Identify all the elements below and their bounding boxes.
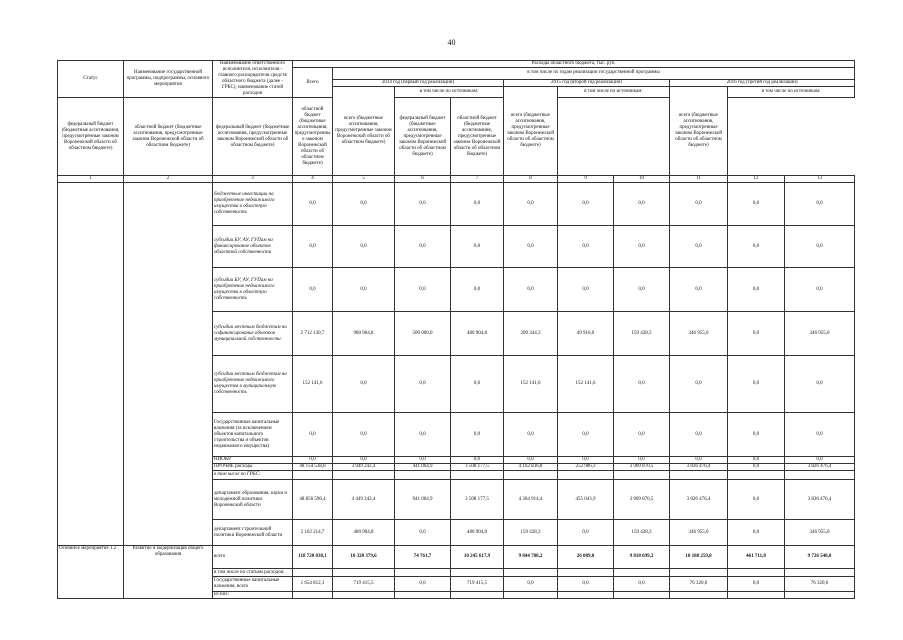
cell-value: 0,0 xyxy=(504,183,558,226)
column-number: 11 xyxy=(670,176,728,183)
cell-total: 0,0 xyxy=(293,268,333,312)
header-by-years: в том числе по годам реализации государственной программы xyxy=(333,68,855,80)
cell-value: 0,0 xyxy=(670,356,728,413)
row-label: Государственные капитальные вложения (за исключением объектов капитального строительства и объектов недвижимого имущества) xyxy=(213,413,293,457)
cell-value: 441 064,9 xyxy=(395,464,451,471)
cell-value: 346 955,0 xyxy=(670,312,728,356)
cell-total: 0,0 xyxy=(293,457,333,464)
cell-value: 0,0 xyxy=(728,413,785,457)
cell-value: 0,0 xyxy=(728,577,785,592)
cell-value: 0,0 xyxy=(614,183,670,226)
header-sources-2016: в том числе по источникам: xyxy=(728,86,855,98)
cell-value: 0,0 xyxy=(785,183,855,226)
header-year-2015: 2015 год (второй год реализации) xyxy=(504,79,670,86)
cell-value xyxy=(558,471,614,480)
column-number: 12 xyxy=(728,176,785,183)
row-label: субсидии БУ, АУ, ГУПам на финансирование объектов областной собственности xyxy=(213,226,293,268)
cell-value: 461 711,8 xyxy=(728,546,785,569)
cell-value: 4 449 242,4 xyxy=(333,480,395,520)
cell-value: 980 904,8 xyxy=(333,312,395,356)
row-label: Государственные капитальные вложения, всего xyxy=(213,577,293,592)
cell-value: 159 428,3 xyxy=(614,520,670,546)
header-regional-2014: областной бюджет (бюджетные ассигнования, предусмотренные законом Воронежской области об областном бюджете) xyxy=(124,98,213,176)
cell-value: 0,0 xyxy=(504,226,558,268)
cell-value xyxy=(395,569,451,577)
cell-value xyxy=(504,471,558,480)
row-label: бюджетные инвестиции на приобретение недвижимого имущества в областную собственность xyxy=(213,183,293,226)
cell-value: 152 141,6 xyxy=(558,356,614,413)
cell-value: 0,0 xyxy=(670,268,728,312)
cell-value: 0,0 xyxy=(333,457,395,464)
column-number: 5 xyxy=(333,176,395,183)
cell-value: 10 245 617,9 xyxy=(451,546,504,569)
cell-value: 346 955,0 xyxy=(785,520,855,546)
column-number: 2 xyxy=(124,176,213,183)
cell-value: 4 364 914,4 xyxy=(504,480,558,520)
cell-value xyxy=(728,471,785,480)
header-year-2016: 2016 год (третий год реализации) xyxy=(670,79,855,86)
cell-value: 0,0 xyxy=(558,268,614,312)
column-number: 6 xyxy=(395,176,451,183)
row-label: департамент строительной политики Воронежской области xyxy=(213,520,293,546)
cell-value xyxy=(395,471,451,480)
cell-total: 0,0 xyxy=(293,226,333,268)
cell-value: 0,0 xyxy=(395,413,451,457)
row-label: субсидии местным бюджетам на приобретение недвижимого имущества в муниципальную собственность xyxy=(213,356,293,413)
cell-value xyxy=(785,569,855,577)
cell-value: 0,0 xyxy=(558,457,614,464)
cell-total: 48 856 596,4 xyxy=(293,480,333,520)
column-number: 7 xyxy=(451,176,504,183)
cell-value: 0,0 xyxy=(670,413,728,457)
cell-value: 3 508 177,5 xyxy=(451,480,504,520)
cell-value: 3 909 870,5 xyxy=(614,480,670,520)
cell-value: 0,0 xyxy=(614,577,670,592)
cell-value: 0,0 xyxy=(728,464,785,471)
cell-value: 0,0 xyxy=(558,413,614,457)
cell-value: 0,0 xyxy=(558,183,614,226)
event-status: Основное мероприятие 1.2 xyxy=(58,546,124,599)
cell-value: 0,0 xyxy=(395,577,451,592)
header-executor: Наименование ответственного исполнителя, исполнителя - главного распорядителя средств областного бюджета (далее - ГРБС), наименование статей расходов xyxy=(213,61,293,98)
column-number: 13 xyxy=(785,176,855,183)
cell-value: 0,0 xyxy=(451,457,504,464)
cell-value xyxy=(670,569,728,577)
cell-value: 480 904,8 xyxy=(451,312,504,356)
cell-value: 480 904,8 xyxy=(333,520,395,546)
cell-value: 0,0 xyxy=(451,268,504,312)
cell-value: 3 826 476,4 xyxy=(785,464,855,471)
row-label: из них: xyxy=(213,592,293,599)
cell-value xyxy=(333,569,395,577)
cell-value xyxy=(504,592,558,599)
cell-value: 719 415,5 xyxy=(333,577,395,592)
cell-value: 0,0 xyxy=(558,226,614,268)
cell-value: 10 188 259,8 xyxy=(670,546,728,569)
cell-total: 48 154 538,8 xyxy=(293,464,333,471)
column-numbers-row xyxy=(58,176,855,183)
cell-value: 3 826 476,4 xyxy=(785,480,855,520)
cell-value: 0,0 xyxy=(395,183,451,226)
cell-value: 0,0 xyxy=(728,457,785,464)
cell-value xyxy=(670,471,728,480)
cell-total xyxy=(293,592,333,599)
row-label: НИОКР xyxy=(213,457,293,464)
header-all-2015: всего (бюджетные ассигнования, предусмотренные законом Воронежской области об областном бюджете) xyxy=(504,86,558,176)
cell-value: 0,0 xyxy=(728,183,785,226)
column-number: 8 xyxy=(504,176,558,183)
row-label: департамент образования, науки и молодежной политики Воронежской области xyxy=(213,480,293,520)
cell-value: 9 726 548,0 xyxy=(785,546,855,569)
cell-value xyxy=(670,592,728,599)
cell-value: 0,0 xyxy=(504,577,558,592)
cell-value xyxy=(728,592,785,599)
cell-value xyxy=(451,592,504,599)
header-sources-2014: в том числе по источникам: xyxy=(395,86,504,98)
cell-value: 455 043,9 xyxy=(558,480,614,520)
status-cell-empty xyxy=(58,183,124,546)
cell-value: 0,0 xyxy=(728,480,785,520)
budget-table xyxy=(57,60,855,599)
cell-value: 0,0 xyxy=(558,577,614,592)
header-expenses: Расходы областного бюджета, тыс. руб. xyxy=(293,61,855,68)
cell-value: 0,0 xyxy=(728,226,785,268)
cell-value: 0,0 xyxy=(728,356,785,413)
cell-value xyxy=(333,592,395,599)
cell-value: 500 000,0 xyxy=(395,312,451,356)
cell-value: 0,0 xyxy=(451,183,504,226)
cell-value xyxy=(504,569,558,577)
cell-value: 0,0 xyxy=(395,226,451,268)
cell-value: 0,0 xyxy=(728,520,785,546)
cell-value: 0,0 xyxy=(785,457,855,464)
cell-value xyxy=(785,471,855,480)
cell-value xyxy=(614,471,670,480)
row-label: субсидии БУ, АУ, ГУПам на приобретение недвижимого имущества в областную собственность xyxy=(213,268,293,312)
cell-value xyxy=(614,569,670,577)
header-all-2014: всего (бюджетные ассигнования, предусмотренные законом Воронежской области об областном бюджете) xyxy=(333,86,395,176)
cell-value: 941 064,9 xyxy=(395,480,451,520)
row-label: всего xyxy=(213,546,293,569)
cell-value: 3 508 177,5 xyxy=(451,464,504,471)
cell-value: 0,0 xyxy=(670,457,728,464)
cell-value xyxy=(785,592,855,599)
cell-total: 118 720 038,1 xyxy=(293,546,333,569)
cell-total: 0,0 xyxy=(293,183,333,226)
cell-value: 0,0 xyxy=(614,226,670,268)
cell-value: 3 826 476,4 xyxy=(670,464,728,471)
cell-value xyxy=(333,471,395,480)
cell-value: 0,0 xyxy=(670,226,728,268)
page-number: 40 xyxy=(447,38,456,47)
header-regional-2016: областной бюджет (бюджетные ассигнования, предусмотренные законом Воронежской области об областном бюджете) xyxy=(451,98,504,176)
header-year-2014: 2014 год (первый год реализации) xyxy=(333,79,504,86)
cell-value: 3 909 870,5 xyxy=(614,464,670,471)
cell-value: 0,0 xyxy=(670,183,728,226)
cell-value: 49 916,0 xyxy=(558,312,614,356)
cell-value: 0,0 xyxy=(728,268,785,312)
cell-value xyxy=(614,592,670,599)
cell-value xyxy=(558,569,614,577)
cell-value: 9 818 699,2 xyxy=(614,546,670,569)
header-sources-2015: в том числе по источникам: xyxy=(558,86,670,98)
cell-value: 0,0 xyxy=(785,268,855,312)
cell-value: 0,0 xyxy=(785,356,855,413)
cell-value: 209 344,3 xyxy=(504,312,558,356)
cell-total: 1 654 812,3 xyxy=(293,577,333,592)
cell-value: 0,0 xyxy=(333,226,395,268)
column-number: 1 xyxy=(58,176,124,183)
cell-value xyxy=(451,471,504,480)
cell-value xyxy=(558,592,614,599)
cell-value: 0,0 xyxy=(395,520,451,546)
cell-value: 9 844 788,2 xyxy=(504,546,558,569)
cell-value: 3 826 476,4 xyxy=(670,480,728,520)
header-program: Наименование государственной программы, подпрограммы, основного мероприятия xyxy=(124,61,213,98)
cell-value: 0,0 xyxy=(451,356,504,413)
cell-value: 10 320 379,6 xyxy=(333,546,395,569)
cell-value xyxy=(728,569,785,577)
cell-value: 4 162 836,8 xyxy=(504,464,558,471)
cell-value: 0,0 xyxy=(333,268,395,312)
header-regional-2015: областной бюджет (бюджетные ассигнования, предусмотренные законом Воронежской области об областном бюджете) xyxy=(293,98,333,176)
cell-value: 0,0 xyxy=(614,268,670,312)
cell-value xyxy=(451,569,504,577)
cell-value: 0,0 xyxy=(333,413,395,457)
table-row xyxy=(58,183,855,226)
cell-value: 0,0 xyxy=(395,457,451,464)
cell-value: 159 428,3 xyxy=(614,312,670,356)
cell-value: 0,0 xyxy=(395,356,451,413)
cell-total: 2 712 130,7 xyxy=(293,312,333,356)
header-total: Всего xyxy=(293,68,333,98)
program-cell-empty xyxy=(124,183,213,546)
cell-value: 26 089,0 xyxy=(558,546,614,569)
cell-value: 0,0 xyxy=(451,413,504,457)
cell-value: 0,0 xyxy=(558,520,614,546)
cell-value: 252 986,3 xyxy=(558,464,614,471)
cell-value: 0,0 xyxy=(395,268,451,312)
cell-total: 152 141,6 xyxy=(293,356,333,413)
row-label: ПРОЧИЕ расходы xyxy=(213,464,293,471)
cell-value: 0,0 xyxy=(333,183,395,226)
cell-value: 480 904,8 xyxy=(451,520,504,546)
cell-total: 0,0 xyxy=(293,413,333,457)
row-label: в том числе по статьям расходов: xyxy=(213,569,293,577)
cell-value: 0,0 xyxy=(614,457,670,464)
cell-value: 74 761,7 xyxy=(395,546,451,569)
cell-value: 346 955,0 xyxy=(670,520,728,546)
column-number: 3 xyxy=(213,176,293,183)
row-label: в том числе по ГРБС: xyxy=(213,471,293,480)
cell-value: 0,0 xyxy=(728,312,785,356)
cell-value: 76 320,6 xyxy=(785,577,855,592)
cell-value xyxy=(395,592,451,599)
row-label: субсидии местным бюджетам на софинансирование объектов муниципальной собственности xyxy=(213,312,293,356)
header-federal-2014: федеральный бюджет (бюджетные ассигнования, предусмотренные законом Воронежской области об областном бюджете) xyxy=(58,98,124,176)
cell-value: 0,0 xyxy=(504,268,558,312)
table-row xyxy=(58,546,855,569)
cell-value: 0,0 xyxy=(785,413,855,457)
cell-value: 0,0 xyxy=(614,413,670,457)
cell-value: 0,0 xyxy=(504,413,558,457)
cell-value: 0,0 xyxy=(451,226,504,268)
cell-value: 0,0 xyxy=(504,457,558,464)
header-federal-2015: федеральный бюджет (бюджетные ассигнования, предусмотренные законом Воронежской области об областном бюджете) xyxy=(213,98,293,176)
cell-total xyxy=(293,569,333,577)
header-status: Статус xyxy=(58,61,124,98)
cell-value: 0,0 xyxy=(333,356,395,413)
event-name: Развитие и модернизация общего образования xyxy=(124,546,213,599)
cell-value: 0,0 xyxy=(785,226,855,268)
cell-value: 719 415,5 xyxy=(451,577,504,592)
cell-value: 76 320,6 xyxy=(670,577,728,592)
cell-value: 3 949 242,4 xyxy=(333,464,395,471)
header-all-2016: всего (бюджетные ассигнования, предусмотренные законом Воронежской области об областном бюджете) xyxy=(670,86,728,176)
cell-value: 152 141,6 xyxy=(504,356,558,413)
cell-total xyxy=(293,471,333,480)
cell-total: 2 162 214,7 xyxy=(293,520,333,546)
cell-value: 0,0 xyxy=(614,356,670,413)
header-federal-2016: федеральный бюджет (бюджетные ассигнования, предусмотренные законом Воронежской области об областном бюджете) xyxy=(395,98,451,176)
column-number: 10 xyxy=(614,176,670,183)
cell-value: 159 428,3 xyxy=(504,520,558,546)
column-number: 4 xyxy=(293,176,333,183)
cell-value: 346 955,0 xyxy=(785,312,855,356)
column-number: 9 xyxy=(558,176,614,183)
